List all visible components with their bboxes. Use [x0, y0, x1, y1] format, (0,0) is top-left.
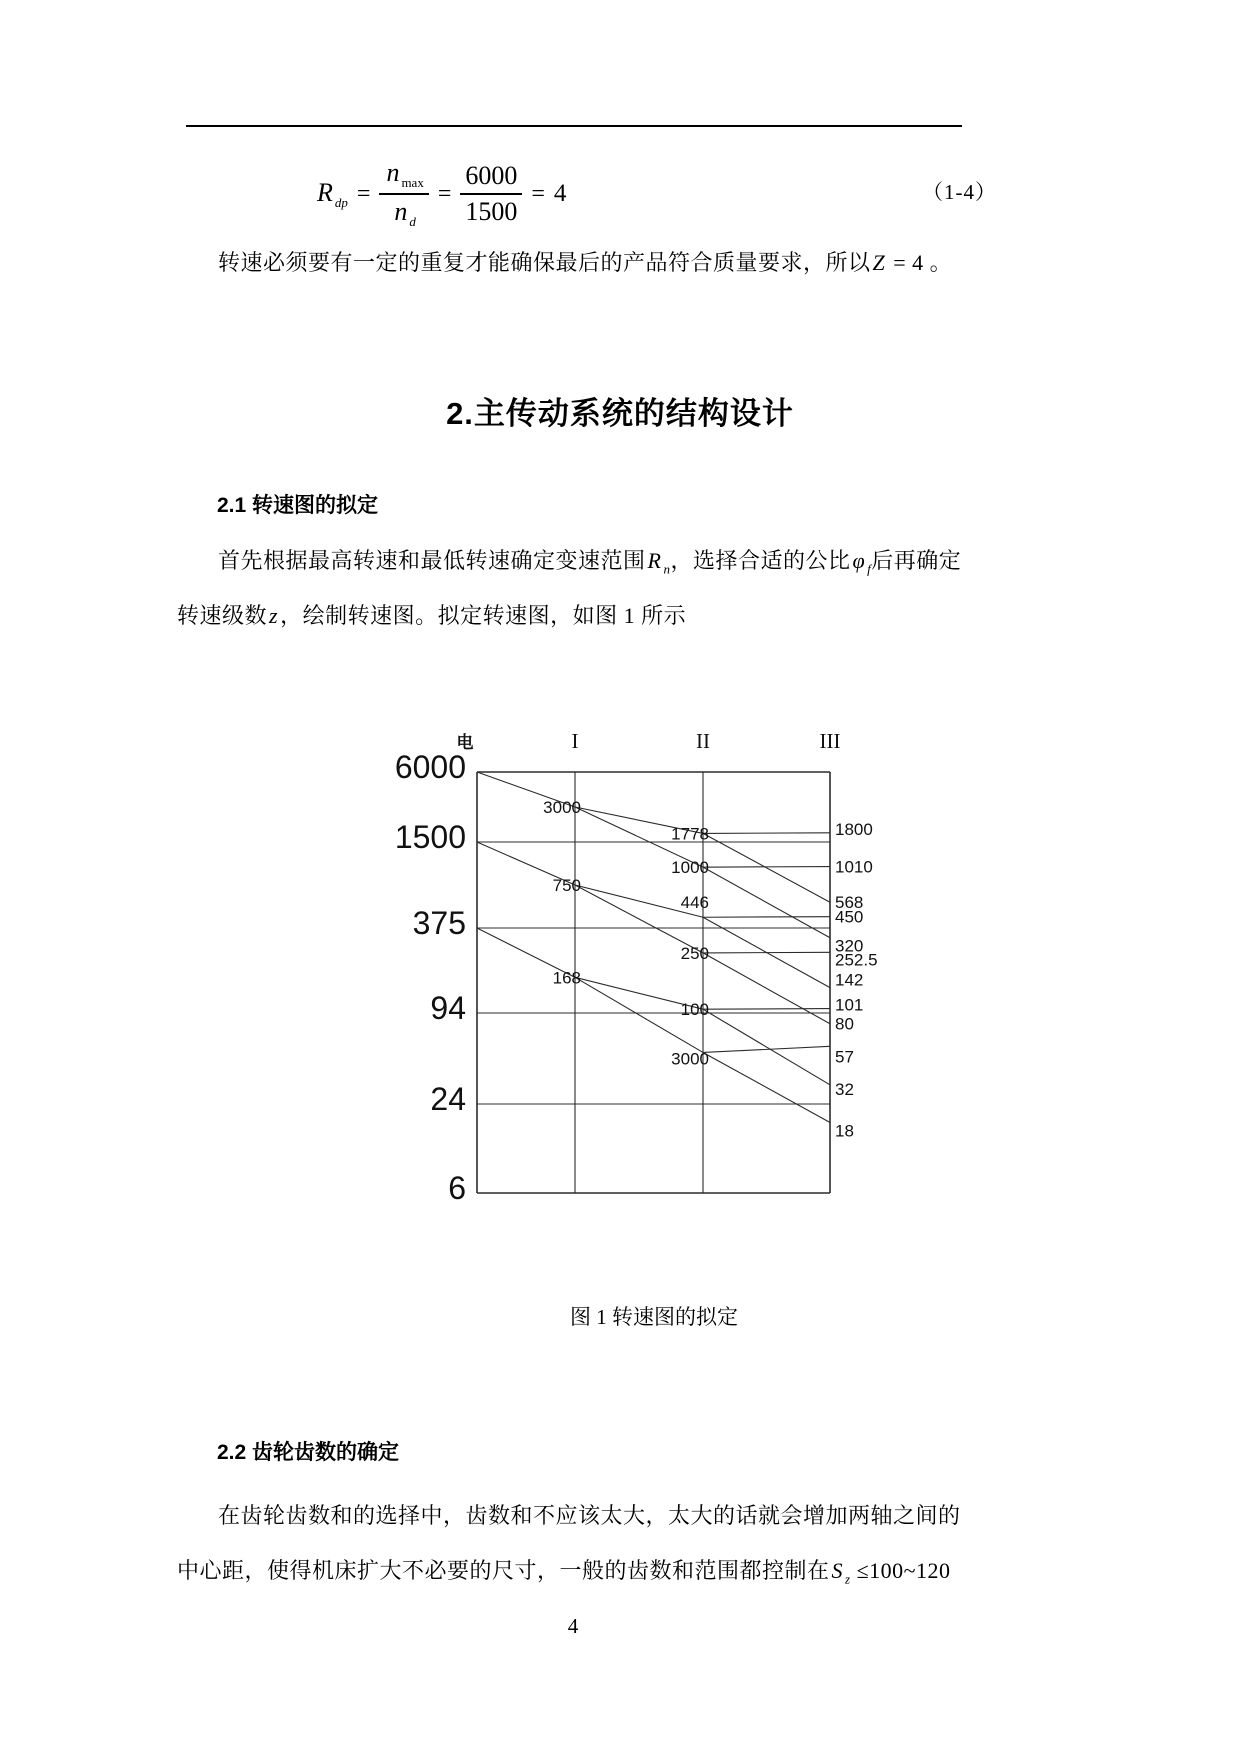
- text-run: 后再确定: [871, 548, 962, 573]
- shaft-column-header: I: [571, 729, 579, 753]
- speed-line: [703, 1052, 830, 1122]
- equals-sign: =: [437, 180, 452, 207]
- speed-point-label: 3000: [671, 1049, 709, 1069]
- fraction-6000-1500: [460, 161, 522, 227]
- speed-point-label: 100: [680, 1000, 709, 1020]
- text-run: ≤100~120: [850, 1558, 951, 1583]
- shaft-column-header: III: [819, 729, 841, 753]
- equation-lhs: [315, 178, 348, 211]
- output-speed-label: 18: [835, 1121, 854, 1141]
- shaft-column-header: II: [696, 729, 710, 753]
- figure-caption: 图 1 转速图的拟定: [570, 1305, 738, 1329]
- section-2-2-paragraph-line-1: [218, 1501, 961, 1531]
- speed-point-label: 3000: [543, 798, 581, 817]
- speed-point-label: 1778: [671, 824, 709, 844]
- speed-line: [703, 867, 830, 938]
- fraction-denominator: [379, 195, 428, 230]
- output-speed-label: 101: [835, 995, 864, 1015]
- n-d-subscript: d: [409, 214, 416, 230]
- intro-paragraph-line: [218, 248, 952, 278]
- math-variable: Z: [872, 250, 886, 275]
- n-d-base: n: [394, 197, 408, 227]
- text-run: 首先根据最高转速和最低转速确定变速范围: [218, 548, 646, 573]
- speed-point-label: 168: [552, 968, 581, 988]
- output-speed-label: 32: [835, 1079, 854, 1099]
- y-axis-tick-label: 94: [430, 990, 466, 1026]
- section-2-2-heading: 2.2 齿轮齿数的确定: [217, 1441, 400, 1464]
- text-run: 在齿轮齿数和的选择中，齿数和不应该太大，太大的话就会增加两轴之间的: [218, 1503, 961, 1528]
- page-number: 4: [567, 1614, 579, 1638]
- equation-1-4: [315, 158, 566, 230]
- speed-point-label: 750: [552, 876, 581, 895]
- header-rule: [186, 125, 962, 127]
- text-run: 中心距，使得机床扩大不必要的尺寸，一般的齿数和范围都控制在: [177, 1558, 830, 1583]
- math-subscript: z: [845, 1571, 851, 1587]
- output-speed-label: 57: [835, 1047, 854, 1067]
- equals-sign: =: [531, 180, 545, 207]
- output-speed-label: 450: [835, 907, 864, 927]
- y-axis-tick-label: 1500: [394, 819, 466, 855]
- fraction-nmax-nd: [379, 158, 428, 230]
- chapter-heading: 2.主传动系统的结构设计: [446, 396, 794, 431]
- speed-line: [703, 917, 830, 918]
- speed-line: [703, 952, 830, 953]
- y-axis-tick-label: 24: [430, 1081, 466, 1117]
- fraction-numerator: 6000: [460, 161, 522, 195]
- text-run: = 4 。: [887, 250, 953, 275]
- math-subscript: n: [663, 561, 671, 577]
- speed-diagram-chart: [340, 630, 900, 1210]
- equals-sign: =: [356, 180, 371, 207]
- speed-point-label: 1000: [671, 858, 709, 878]
- output-speed-label: 1800: [835, 819, 873, 839]
- fraction-denominator: 1500: [465, 197, 518, 227]
- output-speed-label: 1010: [835, 857, 873, 877]
- speed-line: [703, 867, 830, 868]
- section-2-1-paragraph-line-2: [177, 601, 686, 631]
- speed-point-label: 446: [680, 893, 709, 913]
- y-axis-tick-label: 375: [412, 905, 466, 941]
- section-2-2-paragraph-line-2: [177, 1556, 951, 1594]
- n-max-base: n: [386, 158, 400, 187]
- equation-number: （1-4）: [922, 180, 997, 204]
- equation-result: 4: [553, 180, 567, 208]
- equation-lhs-base: R: [317, 177, 333, 207]
- n-max-subscript: max: [401, 175, 424, 191]
- output-speed-label: 142: [835, 970, 864, 990]
- output-speed-label: 568: [835, 893, 864, 913]
- section-2-1-heading: 2.1 转速图的拟定: [217, 494, 379, 517]
- speed-point-label: 250: [680, 943, 709, 963]
- output-speed-label: 320: [835, 936, 864, 956]
- math-variable: z: [269, 603, 279, 628]
- math-variable: R: [647, 548, 662, 573]
- fraction-numerator: [379, 158, 428, 195]
- speed-line: [703, 1009, 830, 1010]
- text-run: ，绘制转速图。拟定转速图，如图 1 所示: [280, 603, 687, 628]
- equation-lhs-subscript: dp: [334, 194, 348, 210]
- text-run: ，选择合适的公比: [670, 548, 851, 573]
- output-speed-label: 252.5: [835, 950, 878, 970]
- speed-line: [703, 833, 830, 902]
- text-run: 转速必须要有一定的重复才能确保最后的产品符合质量要求，所以: [218, 250, 871, 275]
- y-axis-tick-label: 6000: [394, 749, 466, 785]
- math-subscript: f: [867, 561, 872, 577]
- speed-line: [703, 833, 830, 834]
- shaft-column-header: 电: [456, 733, 474, 752]
- math-variable: S: [831, 1558, 844, 1583]
- y-axis-tick-label: 6: [448, 1170, 466, 1206]
- math-variable: φ: [852, 548, 866, 573]
- section-2-1-paragraph-line-1: [218, 546, 961, 584]
- text-run: 转速级数: [177, 603, 268, 628]
- output-speed-label: 80: [835, 1014, 854, 1034]
